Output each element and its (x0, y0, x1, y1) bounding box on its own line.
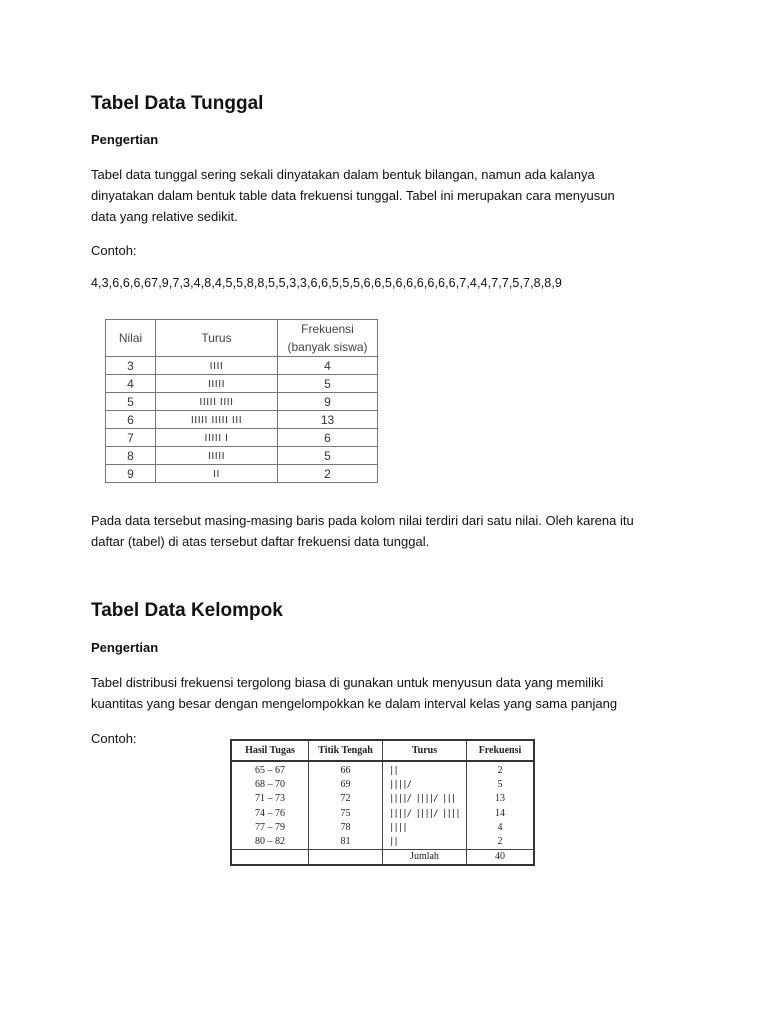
cell-turus: || (383, 835, 467, 850)
example-label-2: Contoh: (91, 731, 137, 746)
grouped-data-table (230, 739, 535, 866)
header-frekuensi: Frekuensi (467, 740, 535, 761)
table-row (231, 778, 534, 792)
section-title-tunggal: Tabel Data Tunggal (91, 93, 264, 114)
cell-titik: 81 (309, 835, 383, 850)
cell-turus: |||| (383, 821, 467, 835)
header-frekuensi-line2: (banyak siswa) (287, 340, 368, 354)
cell-frekuensi: 2 (278, 465, 378, 483)
header-titik-tengah: Titik Tengah (309, 740, 383, 761)
cell-frekuensi: 13 (278, 411, 378, 429)
total-label: Jumlah (383, 850, 467, 866)
cell-turus: IIII (156, 357, 278, 375)
example-label-1: Contoh: (91, 243, 137, 258)
paragraph-line: Tabel distribusi frekuensi tergolong biasa di gunakan untuk menyusun data yang memiliki (91, 675, 604, 690)
cell-hasil: 77 – 79 (231, 821, 309, 835)
table-row (106, 411, 378, 429)
cell-nilai: 5 (106, 393, 156, 411)
cell-nilai: 3 (106, 357, 156, 375)
table-row (231, 835, 534, 850)
table-row (106, 393, 378, 411)
cell-frekuensi: 2 (467, 761, 535, 778)
data-series: 4,3,6,6,6,67,9,7,3,4,8,4,5,5,8,8,5,5,3,3,6,6,5,5,5,6,6,5,6,6,6,6,6,6,7,4,4,7,7,5,7,8,8,9 (91, 276, 562, 290)
cell-empty (309, 850, 383, 866)
table-row (106, 447, 378, 465)
table-row (106, 375, 378, 393)
table-row (231, 792, 534, 806)
single-data-table (105, 319, 378, 483)
cell-frekuensi: 9 (278, 393, 378, 411)
cell-frekuensi: 6 (278, 429, 378, 447)
cell-hasil: 65 – 67 (231, 761, 309, 778)
cell-hasil: 80 – 82 (231, 835, 309, 850)
paragraph-kelompok (91, 672, 691, 714)
cell-turus: IIIII IIII (156, 393, 278, 411)
header-turus: Turus (156, 320, 278, 357)
cell-nilai: 8 (106, 447, 156, 465)
subtitle-pengertian-1: Pengertian (91, 132, 159, 147)
cell-titik: 69 (309, 778, 383, 792)
table-row (231, 807, 534, 821)
cell-turus: ||||/ (383, 778, 467, 792)
table-total-row (231, 850, 534, 866)
cell-frekuensi: 4 (467, 821, 535, 835)
cell-frekuensi: 13 (467, 792, 535, 806)
table-header-row (106, 320, 378, 357)
cell-nilai: 4 (106, 375, 156, 393)
cell-turus: IIIII IIIII III (156, 411, 278, 429)
cell-empty (231, 850, 309, 866)
header-hasil-tugas: Hasil Tugas (231, 740, 309, 761)
cell-turus: ||||/ ||||/ ||| (383, 792, 467, 806)
cell-turus: II (156, 465, 278, 483)
cell-hasil: 71 – 73 (231, 792, 309, 806)
section-title-kelompok: Tabel Data Kelompok (91, 600, 283, 621)
cell-turus: IIIII (156, 447, 278, 465)
paragraph-line: data yang relative sedikit. (91, 209, 238, 224)
cell-titik: 66 (309, 761, 383, 778)
cell-frekuensi: 2 (467, 835, 535, 850)
cell-turus: ||||/ ||||/ |||| (383, 807, 467, 821)
closing-paragraph (91, 510, 691, 552)
total-value: 40 (467, 850, 535, 866)
paragraph-line: dinyatakan dalam bentuk table data frekuensi tunggal. Tabel ini merupakan cara menyusun (91, 188, 615, 203)
cell-frekuensi: 5 (278, 447, 378, 465)
cell-hasil: 68 – 70 (231, 778, 309, 792)
cell-frekuensi: 5 (467, 778, 535, 792)
cell-titik: 75 (309, 807, 383, 821)
paragraph-line: kuantitas yang besar dengan mengelompokkan ke dalam interval kelas yang sama panjang (91, 696, 618, 711)
paragraph-line: Pada data tersebut masing-masing baris pada kolom nilai terdiri dari satu nilai. Oleh karena itu (91, 513, 634, 528)
cell-titik: 78 (309, 821, 383, 835)
cell-frekuensi: 4 (278, 357, 378, 375)
cell-turus: || (383, 761, 467, 778)
cell-frekuensi: 5 (278, 375, 378, 393)
header-frekuensi-line1: Frekuensi (301, 322, 354, 336)
table-header-row (231, 740, 534, 761)
table-row (106, 429, 378, 447)
cell-nilai: 7 (106, 429, 156, 447)
paragraph-line: Tabel data tunggal sering sekali dinyatakan dalam bentuk bilangan, namun ada kalanya (91, 167, 595, 182)
cell-nilai: 9 (106, 465, 156, 483)
cell-turus: IIIII I (156, 429, 278, 447)
cell-titik: 72 (309, 792, 383, 806)
header-frekuensi (278, 320, 378, 357)
cell-nilai: 6 (106, 411, 156, 429)
table-row (231, 821, 534, 835)
paragraph-tunggal (91, 164, 691, 227)
header-turus: Turus (383, 740, 467, 761)
paragraph-line: daftar (tabel) di atas tersebut daftar frekuensi data tunggal. (91, 534, 430, 549)
cell-frekuensi: 14 (467, 807, 535, 821)
cell-turus: IIIII (156, 375, 278, 393)
subtitle-pengertian-2: Pengertian (91, 640, 159, 655)
header-nilai: Nilai (106, 320, 156, 357)
table-row (106, 357, 378, 375)
table-row (231, 761, 534, 778)
cell-hasil: 74 – 76 (231, 807, 309, 821)
table-row (106, 465, 378, 483)
